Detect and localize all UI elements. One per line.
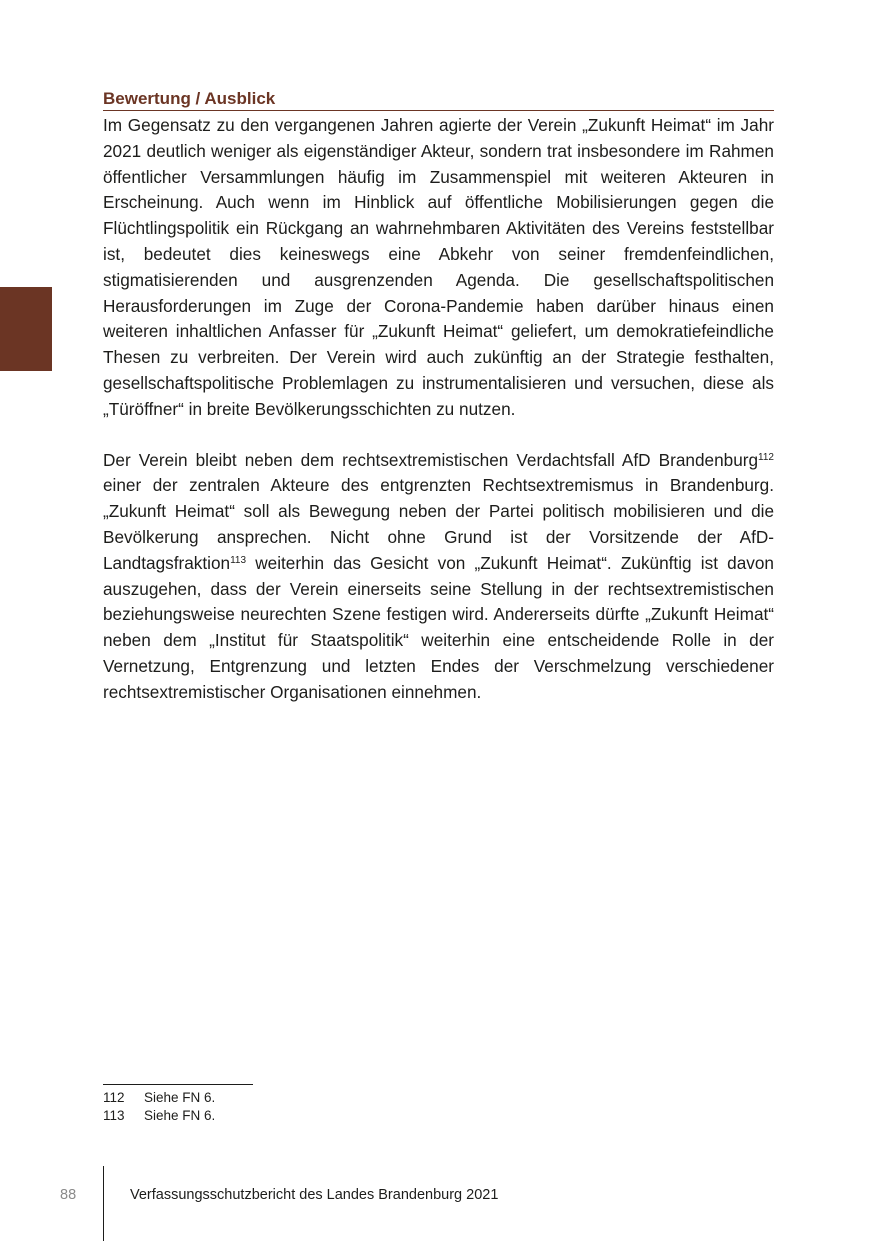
footnote-text: Siehe FN 6. [144,1108,216,1123]
page-number: 88 [60,1187,77,1203]
footnote-number: 113 [103,1108,125,1123]
section-heading: Bewertung / Ausblick [103,88,774,111]
footnote-text: Siehe FN 6. [144,1090,216,1105]
paragraph-2-part-3: weiterhin das Gesicht von „Zukunft Heimat“. Zukünftig ist davon auszugehen, dass der Verein einerseits seine Stellung in der rechtsextremistischen beziehungsweise neurechten Szene festigen wird. Andererseits dürfte „Zukunft Heimat“ neben dem „Institut für Staatspolitik“ weiterhin eine entscheidende Rolle in der Vernetzung, Entgrenzung und letzten Endes der Verschmelzung verschiedener rechtsextremistischer Organisationen einnehmen. [103,552,774,702]
footnote-number: 112 [103,1090,125,1105]
footnotes [103,1089,215,1125]
footer-title: Verfassungsschutzbericht des Landes Brandenburg 2021 [130,1187,499,1203]
main-content [103,88,774,706]
paragraph-2 [103,448,774,706]
footnote-ref-112[interactable]: 112 [758,451,774,463]
paragraph-1: Im Gegensatz zu den vergangenen Jahren agierte der Verein „Zukunft Heimat“ im Jahr 2021 deutlich weniger als eigenständiger Akteur, sondern trat insbesondere im Rahmen öffentlicher Versammlungen häufig im Zusammenspiel mit weiteren Akteuren in Erscheinung. Auch wenn im Hinblick auf öffentliche Mobilisierungen gegen die Flüchtlingspolitik ein Rückgang an wahrnehmbaren Aktivitäten des Vereins feststellbar ist, bedeutet dies keineswegs eine Abkehr von seiner fremdenfeindlichen, stigmatisierenden und ausgrenzenden Agenda. Die gesellschaftspolitischen Herausforderungen im Zuge der Corona-Pandemie haben darüber hinaus einen weiteren inhaltlichen Anfasser für „Zukunft Heimat“ geliefert, um demokratiefeindliche Thesen zu verbreiten. Der Verein wird auch zukünftig an der Strategie festhalten, gesellschaftspolitische Problemlagen zu instrumentalisieren und versuchen, diese als „Türöffner“ in breite Bevölkerungsschichten zu nutzen. [103,115,774,419]
paragraph-2-part-2: einer der zentralen Akteure des entgrenzten Rechtsextremismus in Brandenburg. „Zukunft Heimat“ soll als Bewegung neben der Partei politisch mobilisieren und die Bevölkerung ansprechen. Nicht ohne Grund ist der Vorsitzende der AfD-Landtagsfraktion [103,475,774,573]
chapter-side-tab [0,287,52,371]
footnote-ref-113[interactable]: 113 [230,554,247,566]
footnote-item [103,1107,215,1125]
paragraph-2-part-1: Der Verein bleibt neben dem rechtsextremistischen Verdachtsfall AfD Brandenburg [103,449,759,470]
footnote-item [103,1089,215,1107]
footnote-divider [103,1084,253,1085]
footer-divider [103,1166,104,1241]
